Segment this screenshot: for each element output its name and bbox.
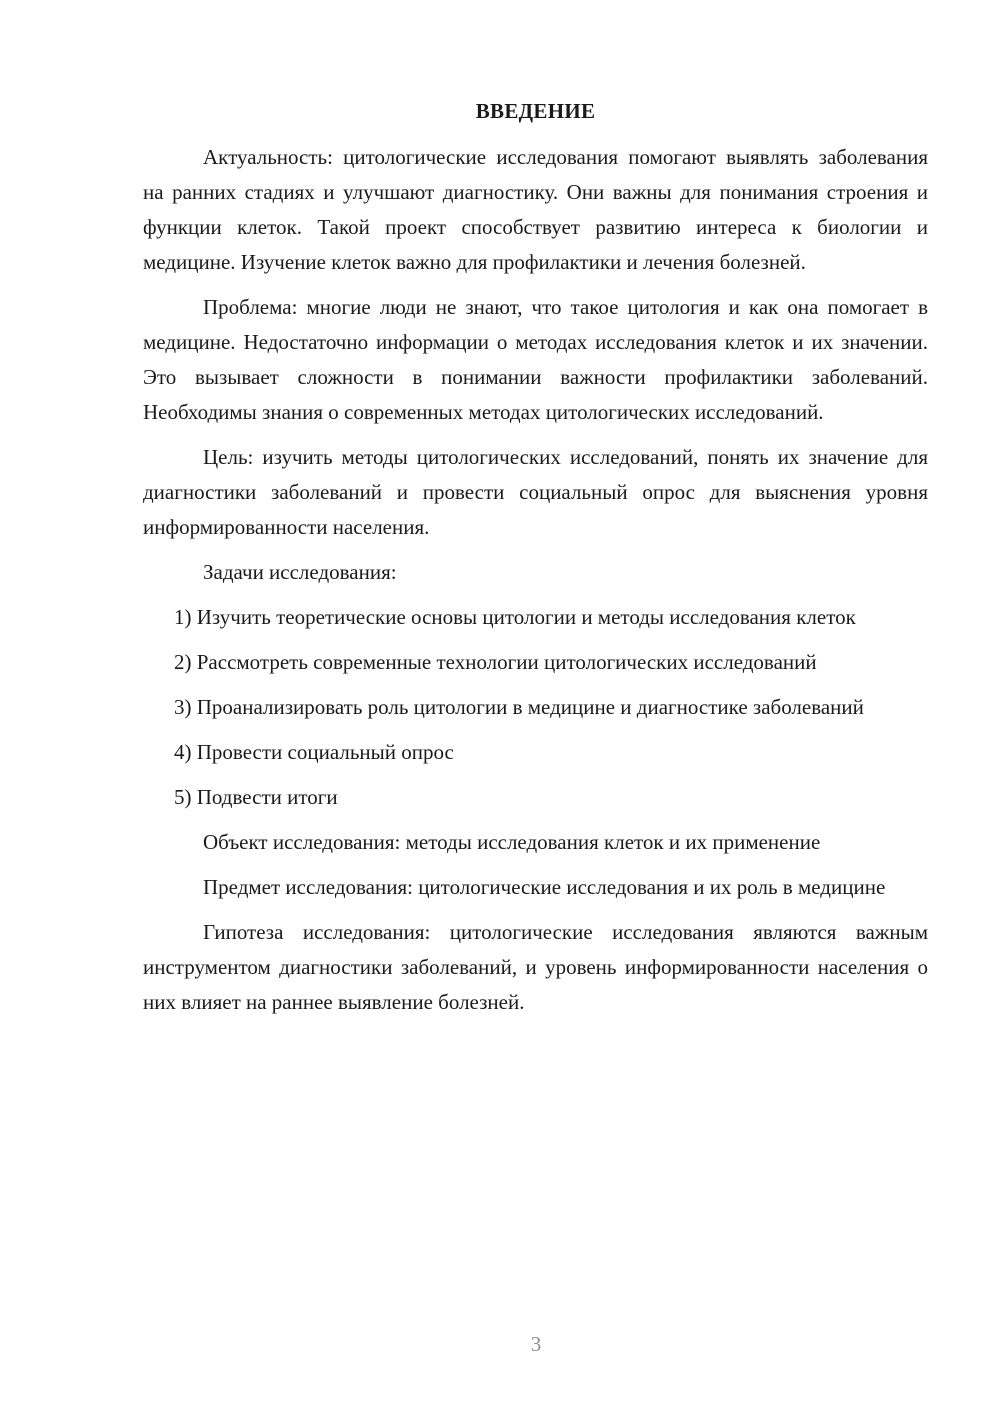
paragraph-relevance: Актуальность: цитологические исследования помогают выявлять заболевания на ранних стадиях и улучшают диагностику. Они важны для понимания строения и функции клеток. Такой проект способствует развитию интереса к биологии и медицине. Изучение клеток важно для профилактики и лечения болезней. — [143, 145, 928, 274]
list-item-number: 5) — [174, 785, 192, 809]
paragraph-hypothesis: Гипотеза исследования: цитологические исследования являются важным инструментом диагностики заболеваний, и уровень информированности населения о них влияет на раннее выявление болезней. — [143, 920, 928, 1014]
list-item-text: Подвести итоги — [196, 785, 338, 809]
list-item-number: 3) — [174, 695, 192, 719]
section-heading: ВВЕДЕНИЕ — [475, 99, 596, 123]
list-item — [143, 780, 928, 815]
tasks-list — [143, 600, 928, 815]
list-item — [143, 645, 928, 680]
paragraph-object: Объект исследования: методы исследования клеток и их применение — [203, 830, 821, 854]
list-item — [143, 690, 928, 725]
paragraph-subject: Предмет исследования: цитологические исследования и их роль в медицине — [203, 875, 886, 899]
page-number: 3 — [530, 1332, 542, 1356]
document-page — [143, 96, 928, 1030]
list-item — [143, 735, 928, 770]
paragraph-goal: Цель: изучить методы цитологических исследований, понять их значение для диагностики заболеваний и провести социальный опрос для выяснения уровня информированности населения. — [143, 445, 928, 539]
list-item-text: Проанализировать роль цитологии в медицине и диагностике заболеваний — [196, 695, 864, 719]
list-item — [143, 600, 928, 635]
list-item-text: Рассмотреть современные технологии цитологических исследований — [196, 650, 817, 674]
list-item-text: Провести социальный опрос — [196, 740, 454, 764]
paragraph-problem: Проблема: многие люди не знают, что такое цитология и как она помогает в медицине. Недостаточно информации о методах исследования клеток и их значении. Это вызывает сложности в понимании важности профилактики заболеваний. Необходимы знания о современных методах цитологических исследований. — [143, 295, 928, 424]
list-item-text: Изучить теоретические основы цитологии и методы исследования клеток — [196, 605, 856, 629]
list-item-number: 1) — [174, 605, 192, 629]
list-item-number: 2) — [174, 650, 192, 674]
tasks-title: Задачи исследования: — [203, 560, 397, 584]
list-item-number: 4) — [174, 740, 192, 764]
